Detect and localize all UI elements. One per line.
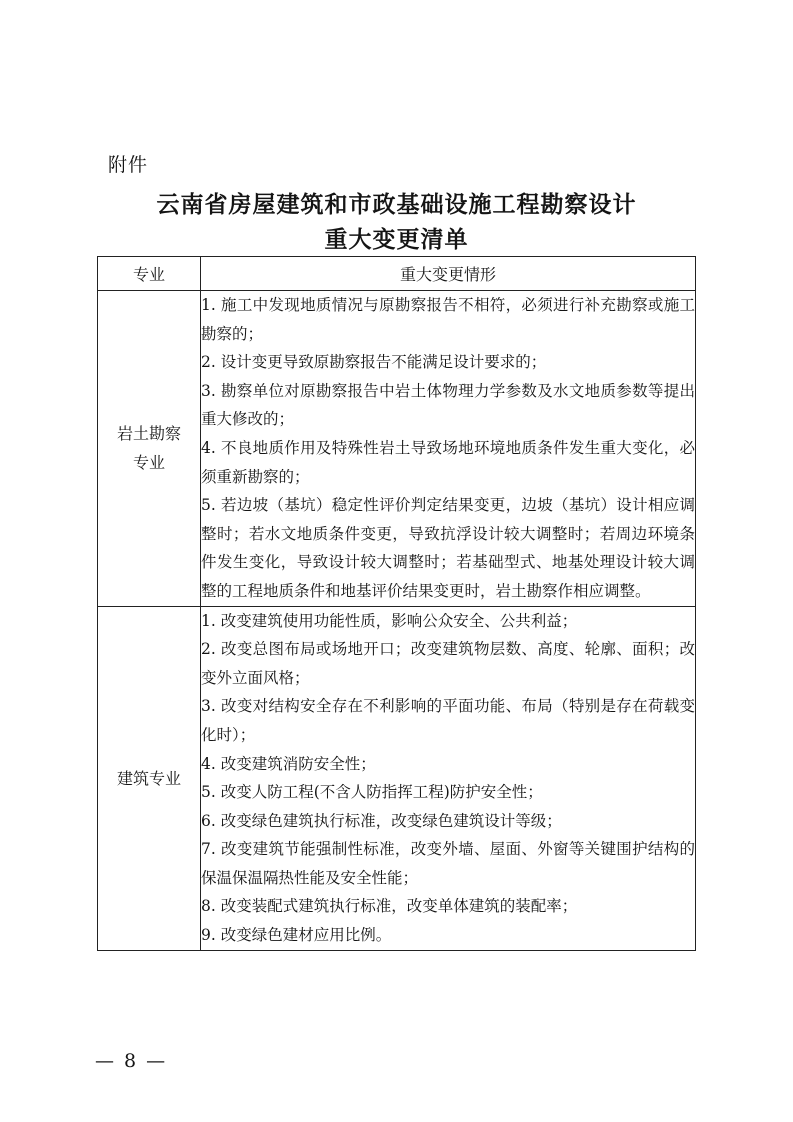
change-item: 5. 若边坡（基坑）稳定性评价判定结果变更，边坡（基坑）设计相应调整时；若水文地质条件变更，导致抗浮设计较大调整时；若周边环境条件发生变化，导致设计较大调整时；若基础型式、地基处理设计较大调整的工程地质条件和地基评价结果变更时，岩土勘察作相应调整。 [201,496,695,600]
change-item: 9. 改变绿色建材应用比例。 [201,926,392,945]
annex-label: 附件 [108,154,149,176]
change-item: 6. 改变绿色建筑执行标准，改变绿色建筑设计等级； [201,811,562,830]
change-item: 3. 改变对结构安全存在不利影响的平面功能、布局（特别是存在荷载变化时）； [201,697,695,744]
table-row-architecture [98,606,696,950]
change-item: 4. 不良地质作用及特殊性岩土导致场地环境地质条件发生重大变化，必须重新勘察的； [201,438,695,486]
change-item: 2. 改变总图布局或场地开口；改变建筑物层数、高度、轮廓、面积；改变外立面风格； [201,640,695,687]
page-number: — 8 — [95,1050,168,1072]
change-item: 4. 改变建筑消防安全性； [201,754,376,773]
change-item: 8. 改变装配式建筑执行标准，改变单体建筑的装配率； [201,897,578,916]
change-item: 7. 改变建筑节能强制性标准，改变外墙、屋面、外窗等关键围护结构的保温保温隔热性能及安全性能； [201,840,695,887]
specialty-cell [98,606,201,950]
header-specialty: 专业 [98,257,201,291]
specialty-label: 建筑专业 [116,768,181,788]
document-title-line2: 重大变更清单 [324,226,469,253]
change-items-cell [201,606,696,950]
table-header-row [98,257,696,291]
change-item: 5. 改变人防工程(不含人防指挥工程)防护安全性； [201,783,543,802]
major-change-table [97,256,696,951]
change-item: 1. 施工中发现地质情况与原勘察报告不相符，必须进行补充勘察或施工勘察的； [201,296,695,343]
change-item: 3. 勘察单位对原勘察报告中岩土体物理力学参数及水文地质参数等提出重大修改的； [201,381,695,429]
change-item: 2. 设计变更导致原勘察报告不能满足设计要求的； [201,353,547,372]
table-row-geotechnical [98,291,696,607]
specialty-cell [98,291,201,607]
change-items-cell [201,291,696,607]
change-item: 1. 改变建筑使用功能性质，影响公众安全、公共利益； [201,611,578,630]
specialty-label: 岩土勘察专业 [116,424,181,473]
header-major-change: 重大变更情形 [201,257,696,291]
document-title-line1: 云南省房屋建筑和市政基础设施工程勘察设计 [156,191,637,218]
